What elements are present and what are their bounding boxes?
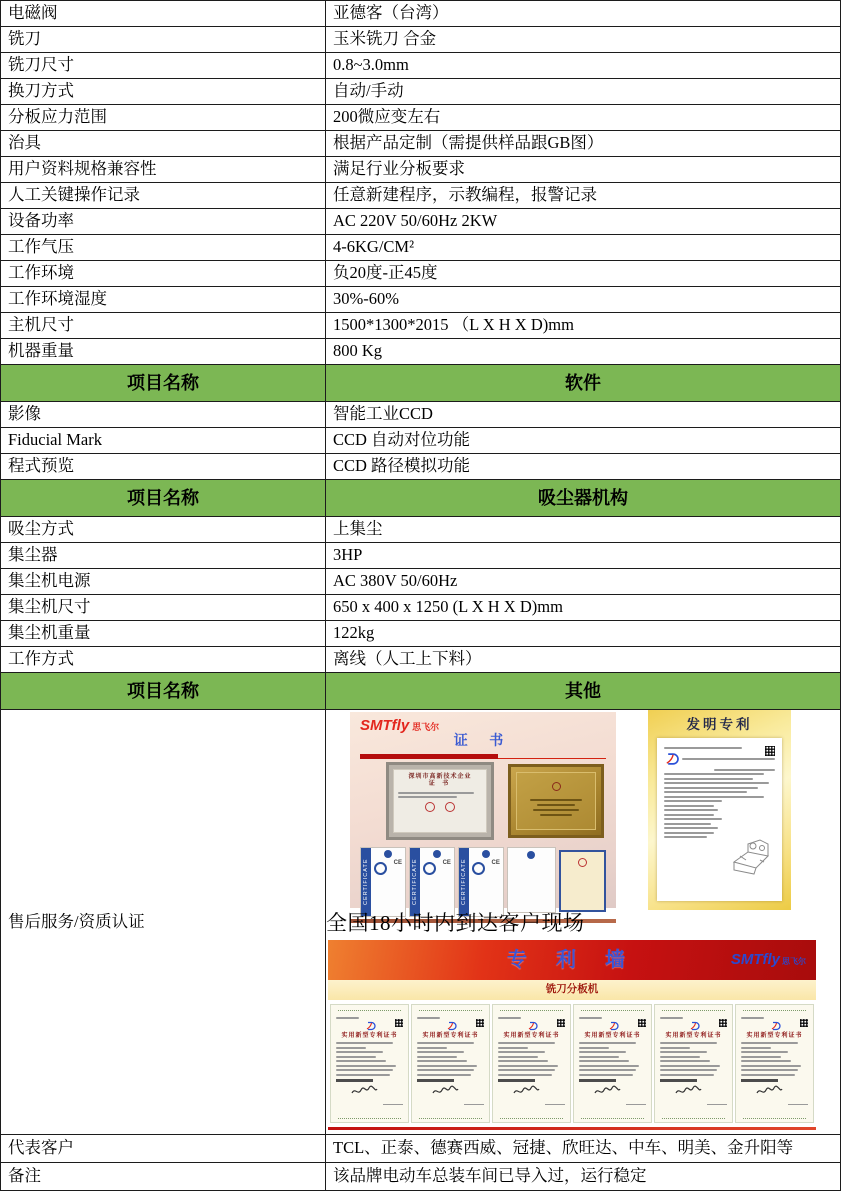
table-row xyxy=(1,1135,841,1163)
spec-label: 主机尺寸 xyxy=(1,313,326,339)
spec-label: 工作气压 xyxy=(1,235,326,261)
utility-patent-certificate xyxy=(573,1004,652,1123)
signature-icon xyxy=(512,1083,565,1102)
text-line xyxy=(336,1056,376,1058)
text-line xyxy=(660,1069,717,1071)
text-line xyxy=(579,1060,629,1062)
cnipa-logo-icon xyxy=(689,1021,699,1031)
emblem-icon xyxy=(482,850,490,858)
patent-certificates-row xyxy=(328,1000,816,1127)
table-row xyxy=(1,313,841,339)
text-line xyxy=(417,1074,471,1076)
spec-value: 200微应变左右 xyxy=(326,105,841,131)
table-row xyxy=(1,157,841,183)
spec-label: 备注 xyxy=(1,1163,326,1191)
iso-certificate-thumbnail xyxy=(409,847,455,917)
spec-label: 人工关键操作记录 xyxy=(1,183,326,209)
text-line xyxy=(660,1065,720,1067)
patent-wall-subtitle: 铣刀分板机 xyxy=(328,980,816,1000)
spec-label: 电磁阀 xyxy=(1,1,326,27)
text-line xyxy=(417,1065,477,1067)
text-line xyxy=(498,1060,548,1062)
spec-value: 离线（人工上下料） xyxy=(326,647,841,673)
certificate-side-label: CERTIFICATE xyxy=(410,848,420,916)
spec-value: 玉米铣刀 合金 xyxy=(326,27,841,53)
red-seal-stamps xyxy=(398,802,482,812)
spec-label: 代表客户 xyxy=(1,1135,326,1163)
gold-certificate-plaque xyxy=(508,764,604,838)
spec-label: 集尘机尺寸 xyxy=(1,595,326,621)
service-arrival-text: 全国18小时内到达客户现场 xyxy=(326,911,585,935)
border-ornament xyxy=(338,1010,401,1014)
table-row xyxy=(1,79,841,105)
spec-value: CCD 自动对位功能 xyxy=(326,428,841,454)
signature-icon xyxy=(350,1083,403,1102)
text-line xyxy=(336,1047,366,1049)
stamp-ring-icon xyxy=(472,862,485,875)
text-line xyxy=(741,1042,798,1044)
spec-label: 工作环境湿度 xyxy=(1,287,326,313)
certification-media xyxy=(326,710,838,1134)
spec-label: 工作方式 xyxy=(1,647,326,673)
text-line xyxy=(664,823,711,825)
table-row xyxy=(1,569,841,595)
certificate-side-label: CERTIFICATE xyxy=(459,848,469,916)
date-line xyxy=(464,1104,484,1106)
qr-code-icon xyxy=(719,1019,727,1027)
border-ornament xyxy=(581,1118,644,1119)
text-line xyxy=(417,1051,464,1053)
spec-label: 分板应力范围 xyxy=(1,105,326,131)
text-line xyxy=(664,832,714,834)
spec-value: 亚德客（台湾） xyxy=(326,1,841,27)
table-row xyxy=(1,261,841,287)
border-ornament xyxy=(743,1010,806,1014)
cnipa-logo-icon xyxy=(365,1021,375,1031)
utility-patent-certificate xyxy=(735,1004,814,1123)
date-line xyxy=(383,1104,403,1106)
text-line xyxy=(540,814,572,816)
text-line xyxy=(579,1069,636,1071)
text-line xyxy=(660,1056,700,1058)
text-line xyxy=(336,1074,390,1076)
text-line xyxy=(741,1051,788,1053)
spec-label: Fiducial Mark xyxy=(1,428,326,454)
dark-bar xyxy=(579,1079,616,1082)
smtfly-logo xyxy=(360,716,606,734)
text-line xyxy=(741,1056,781,1058)
patent-certificate-title: 实用新型专利证书 xyxy=(746,1033,803,1039)
framed-certificate-thumbnail xyxy=(559,850,606,912)
section-header-title: 其他 xyxy=(326,673,841,710)
text-line xyxy=(498,1056,538,1058)
table-row xyxy=(1,27,841,53)
text-line xyxy=(336,1065,396,1067)
spec-value: 满足行业分板要求 xyxy=(326,157,841,183)
text-line xyxy=(660,1060,710,1062)
spec-value: 4-6KG/CM² xyxy=(326,235,841,261)
text-line xyxy=(741,1069,798,1071)
spec-value: 该品牌电动车总装车间已导入过，运行稳定 xyxy=(326,1163,841,1191)
spec-value: 3HP xyxy=(326,543,841,569)
border-ornament xyxy=(419,1118,482,1119)
table-row xyxy=(1,621,841,647)
text-line xyxy=(579,1056,619,1058)
table-row xyxy=(1,339,841,365)
spec-value: 30%-60% xyxy=(326,287,841,313)
table-row xyxy=(1,287,841,313)
text-line xyxy=(498,1074,552,1076)
spec-value: 根据产品定制（需提供样品跟GB图） xyxy=(326,131,841,157)
border-ornament xyxy=(500,1118,563,1119)
section-header-other xyxy=(1,673,841,710)
collage-title: 证 书 xyxy=(453,734,513,749)
utility-patent-certificate xyxy=(654,1004,733,1123)
spec-value: AC 220V 50/60Hz 2KW xyxy=(326,209,841,235)
text-line xyxy=(336,1069,393,1071)
text-line xyxy=(660,1051,707,1053)
smtfly-logo xyxy=(731,950,806,969)
text-line xyxy=(417,1069,474,1071)
text-line xyxy=(336,1042,393,1044)
ce-mark: CE xyxy=(393,860,402,866)
cnipa-logo-icon xyxy=(446,1021,456,1031)
text-line xyxy=(498,1065,558,1067)
spec-label: 治具 xyxy=(1,131,326,157)
spec-value: 智能工业CCD xyxy=(326,402,841,428)
stamp-ring-icon xyxy=(423,862,436,875)
iso-certificate-thumbnail xyxy=(458,847,504,917)
text-line xyxy=(664,805,714,807)
patent-certificate-title: 实用新型专利证书 xyxy=(584,1033,641,1039)
table-row xyxy=(1,454,841,480)
text-line xyxy=(664,827,718,829)
spec-value: AC 380V 50/60Hz xyxy=(326,569,841,595)
text-line xyxy=(579,1074,633,1076)
utility-patent-certificate xyxy=(492,1004,571,1123)
qr-code-icon xyxy=(557,1019,565,1027)
qr-code-icon xyxy=(395,1019,403,1027)
text-line xyxy=(537,804,576,806)
spec-value: TCL、正泰、德赛西威、冠捷、欣旺达、中车、明美、金升阳等 xyxy=(326,1135,841,1163)
text-line xyxy=(398,792,474,794)
spec-label: 集尘机重量 xyxy=(1,621,326,647)
text-line xyxy=(664,809,718,811)
table-row xyxy=(1,595,841,621)
text-line xyxy=(417,1017,440,1019)
certificate-thumbnails xyxy=(360,847,606,917)
silver-certificate-plaque xyxy=(386,762,494,840)
utility-patent-certificate xyxy=(330,1004,409,1123)
border-ornament xyxy=(743,1118,806,1119)
dark-bar xyxy=(660,1079,697,1082)
date-line xyxy=(626,1104,646,1106)
patent-certificate-title: 实用新型专利证书 xyxy=(422,1033,479,1039)
spec-label: 铣刀尺寸 xyxy=(1,53,326,79)
spec-label: 设备功率 xyxy=(1,209,326,235)
text-line xyxy=(741,1060,791,1062)
text-line xyxy=(664,800,722,802)
qr-code-icon xyxy=(765,746,775,756)
table-row xyxy=(1,543,841,569)
text-line xyxy=(336,1017,359,1019)
section-header-label: 项目名称 xyxy=(1,673,326,710)
cnipa-logo-icon xyxy=(608,1021,618,1031)
text-line xyxy=(741,1017,764,1019)
iso-certificate-thumbnail xyxy=(360,847,406,917)
table-row xyxy=(1,131,841,157)
spec-value: 650 x 400 x 1250 (L X H X D)mm xyxy=(326,595,841,621)
text-line xyxy=(664,814,714,816)
brand-wordmark: SMTfly xyxy=(730,951,780,968)
emblem-icon xyxy=(527,851,535,859)
text-line xyxy=(741,1074,795,1076)
patent-wall-bottom-line xyxy=(328,1127,816,1130)
text-line xyxy=(660,1042,717,1044)
text-line xyxy=(417,1060,467,1062)
table-row xyxy=(1,105,841,131)
section-header-dust-collector xyxy=(1,480,841,517)
brand-chinese: 思飞尔 xyxy=(412,722,440,732)
text-line xyxy=(498,1047,528,1049)
spec-label: 集尘器 xyxy=(1,543,326,569)
text-line xyxy=(498,1017,521,1019)
spec-label: 机器重量 xyxy=(1,339,326,365)
text-line xyxy=(660,1047,690,1049)
text-line xyxy=(498,1051,545,1053)
patent-document xyxy=(657,738,782,901)
text-line xyxy=(498,1069,555,1071)
signature-icon xyxy=(755,1083,808,1102)
text-line xyxy=(579,1051,626,1053)
text-line xyxy=(417,1056,457,1058)
text-line xyxy=(664,787,758,789)
patent-wall-title: 专 利 墙 xyxy=(507,948,637,971)
spec-label: 铣刀 xyxy=(1,27,326,53)
spec-value: 1500*1300*2015 （L X H X D)mm xyxy=(326,313,841,339)
border-ornament xyxy=(662,1118,725,1119)
text-line xyxy=(417,1042,474,1044)
text-line xyxy=(664,796,764,798)
text-line xyxy=(664,818,722,820)
text-line xyxy=(660,1074,714,1076)
table-row xyxy=(1,183,841,209)
spec-value: 800 Kg xyxy=(326,339,841,365)
border-ornament xyxy=(500,1010,563,1014)
spec-label: 影像 xyxy=(1,402,326,428)
table-row xyxy=(1,647,841,673)
plaque-title: 深圳市高新技术企业 xyxy=(408,774,472,780)
cnipa-logo-icon xyxy=(527,1021,537,1031)
border-ornament xyxy=(662,1010,725,1014)
text-line xyxy=(741,1047,771,1049)
dark-bar xyxy=(498,1079,535,1082)
text-line xyxy=(664,778,753,780)
date-line xyxy=(788,1104,808,1106)
text-line xyxy=(664,747,742,749)
text-line xyxy=(660,1017,683,1019)
cnipa-logo-icon xyxy=(770,1021,780,1031)
text-line xyxy=(579,1047,609,1049)
patent-certificate-title: 实用新型专利证书 xyxy=(665,1033,722,1039)
invention-patent-title: 发明专利 xyxy=(686,717,753,732)
dark-bar xyxy=(336,1079,373,1082)
seal-icon xyxy=(552,782,561,791)
brand-wordmark: SMTfly xyxy=(360,717,410,734)
section-header-label: 项目名称 xyxy=(1,480,326,517)
text-line xyxy=(336,1060,386,1062)
qr-code-icon xyxy=(476,1019,484,1027)
section-header-software xyxy=(1,365,841,402)
spec-value: 0.8~3.0mm xyxy=(326,53,841,79)
text-line xyxy=(533,809,579,811)
qr-code-icon xyxy=(638,1019,646,1027)
section-header-title: 吸尘器机构 xyxy=(326,480,841,517)
spec-value: 任意新建程序，示教编程，报警记录 xyxy=(326,183,841,209)
certificate-side-label: CERTIFICATE xyxy=(361,848,371,916)
text-line xyxy=(682,758,775,760)
spec-label: 工作环境 xyxy=(1,261,326,287)
patent-wall-image xyxy=(328,940,816,1130)
spec-value: 122kg xyxy=(326,621,841,647)
table-row xyxy=(1,1,841,27)
text-line xyxy=(579,1042,636,1044)
spec-label: 用户资料规格兼容性 xyxy=(1,157,326,183)
dark-bar xyxy=(741,1079,778,1082)
signature-icon xyxy=(593,1083,646,1102)
cnipa-logo-icon xyxy=(664,752,678,766)
emblem-icon xyxy=(433,850,441,858)
emblem-icon xyxy=(384,850,392,858)
stamp-ring-icon xyxy=(374,862,387,875)
seal-icon xyxy=(578,858,587,867)
invention-patent-image xyxy=(648,710,791,910)
date-line xyxy=(707,1104,727,1106)
certificates-collage-image xyxy=(350,712,616,908)
text-line xyxy=(417,1047,447,1049)
date-line xyxy=(545,1104,565,1106)
table-row xyxy=(1,209,841,235)
table-row xyxy=(1,235,841,261)
text-line xyxy=(579,1065,639,1067)
spec-label: 换刀方式 xyxy=(1,79,326,105)
spec-label: 吸尘方式 xyxy=(1,517,326,543)
plaque-subtitle: 证 书 xyxy=(428,781,452,788)
border-ornament xyxy=(581,1010,644,1014)
red-rule xyxy=(360,751,606,759)
brand-chinese: 思飞尔 xyxy=(782,957,806,966)
text-line xyxy=(664,773,764,775)
text-line xyxy=(714,769,775,771)
section-header-title: 软件 xyxy=(326,365,841,402)
text-line xyxy=(741,1065,801,1067)
table-row xyxy=(1,53,841,79)
qr-code-icon xyxy=(800,1019,808,1027)
patent-certificate-title: 实用新型专利证书 xyxy=(503,1033,560,1039)
text-line xyxy=(664,836,707,838)
text-line xyxy=(336,1051,383,1053)
section-header-label: 项目名称 xyxy=(1,365,326,402)
text-line xyxy=(398,796,457,798)
text-line xyxy=(664,791,747,793)
border-ornament xyxy=(419,1010,482,1014)
service-media-cell xyxy=(326,710,841,1135)
table-row xyxy=(1,402,841,428)
spec-value: 自动/手动 xyxy=(326,79,841,105)
spec-value: 上集尘 xyxy=(326,517,841,543)
text-line xyxy=(664,782,769,784)
ce-mark: CE xyxy=(442,860,451,866)
accreditation-certificate-thumbnail xyxy=(507,847,556,913)
utility-patent-certificate xyxy=(411,1004,490,1123)
signature-icon xyxy=(431,1083,484,1102)
text-line xyxy=(530,799,583,801)
service-certification-row xyxy=(1,710,841,1135)
spec-label: 程式预览 xyxy=(1,454,326,480)
spec-value: 负20度-正45度 xyxy=(326,261,841,287)
table-row xyxy=(1,1163,841,1191)
text-line xyxy=(498,1042,555,1044)
framed-plaques xyxy=(360,762,606,844)
table-row xyxy=(1,428,841,454)
table-row xyxy=(1,517,841,543)
spec-value: CCD 路径模拟功能 xyxy=(326,454,841,480)
ce-mark: CE xyxy=(491,860,500,866)
service-label: 售后服务/资质认证 xyxy=(1,710,326,1135)
dark-bar xyxy=(417,1079,454,1082)
border-ornament xyxy=(338,1118,401,1119)
signature-icon xyxy=(674,1083,727,1102)
text-line xyxy=(579,1017,602,1019)
patent-wall-banner xyxy=(328,940,816,980)
patent-certificate-title: 实用新型专利证书 xyxy=(341,1033,398,1039)
spec-label: 集尘机电源 xyxy=(1,569,326,595)
machine-drawing-icon xyxy=(726,830,776,876)
